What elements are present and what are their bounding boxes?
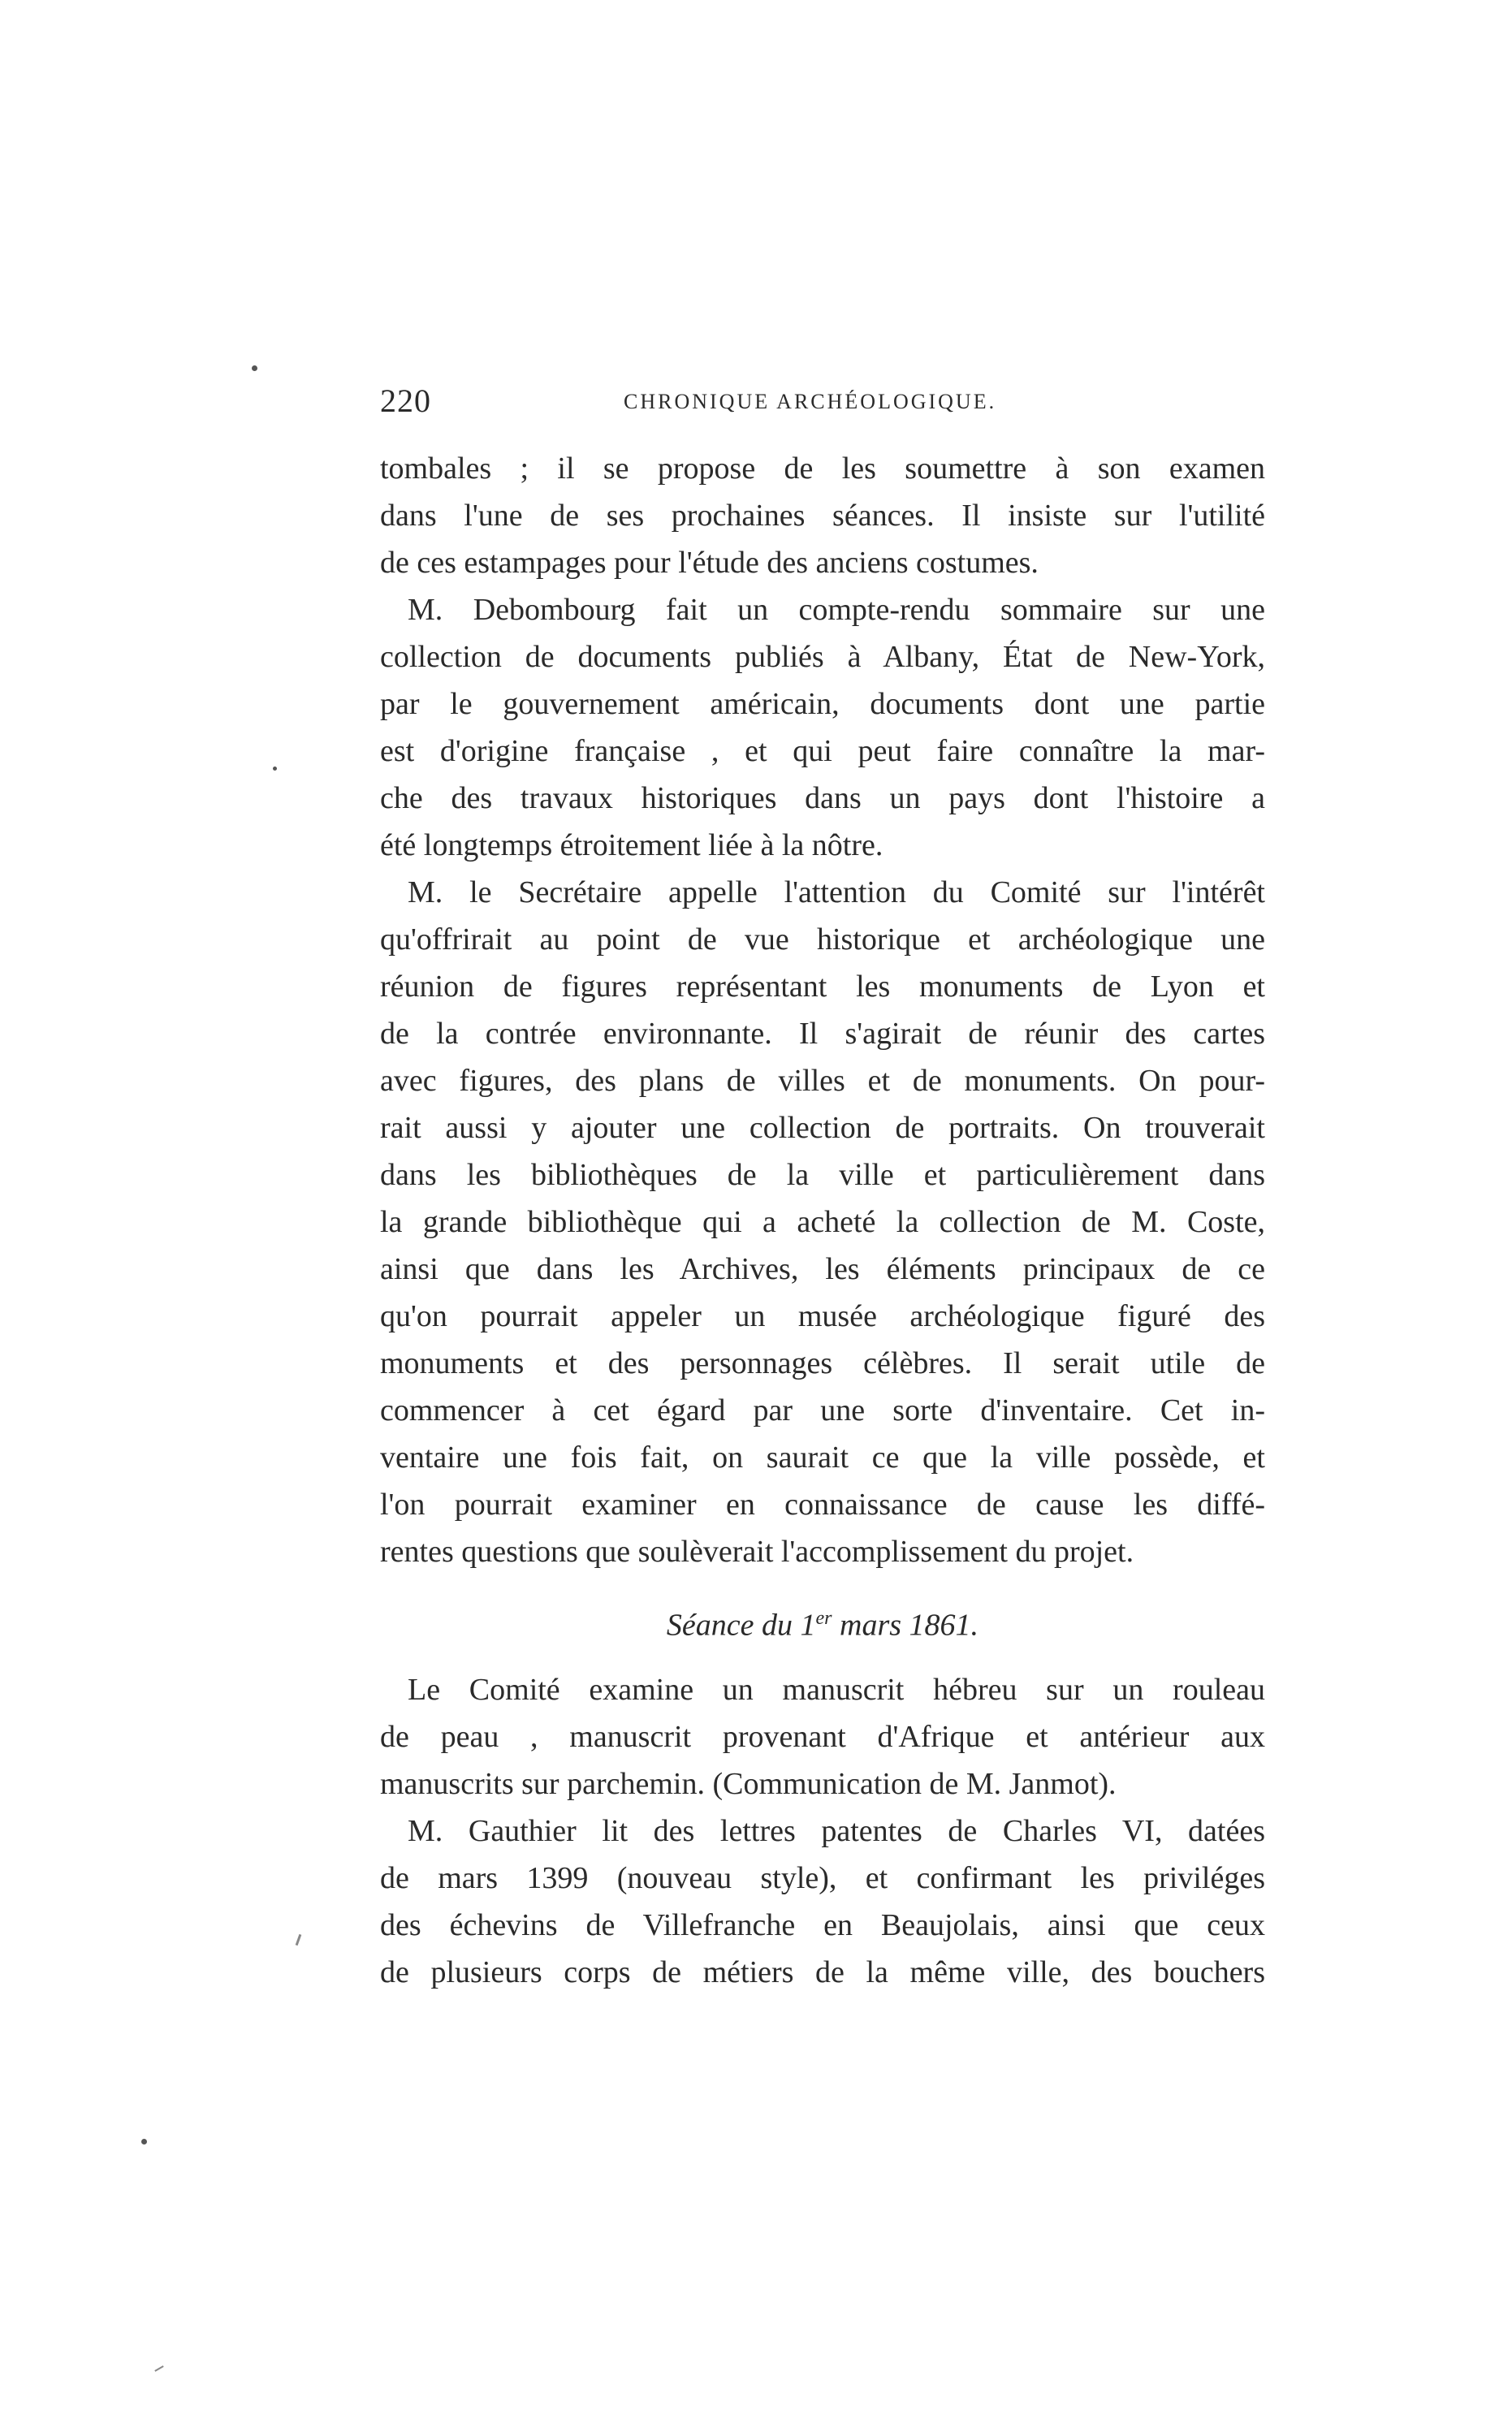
text-line: l'on pourrait examiner en connaissance de cause les diffé- bbox=[380, 1488, 1265, 1522]
paragraph-5 bbox=[380, 1808, 1265, 1996]
text-line: réunion de figures représentant les monuments de Lyon et bbox=[380, 970, 1265, 1004]
ink-speck bbox=[141, 2139, 147, 2144]
text-line: collection de documents publiés à Albany, État de New-York, bbox=[380, 640, 1265, 674]
ink-speck bbox=[252, 365, 257, 371]
ink-speck bbox=[273, 767, 277, 771]
text-line: monuments et des personnages célèbres. Il serait utile de bbox=[380, 1346, 1265, 1380]
heading-text: Séance du 1 bbox=[666, 1608, 816, 1643]
heading-text-date: mars 1861. bbox=[832, 1608, 979, 1643]
text-line: M. Gauthier lit des lettres patentes de Charles VI, datées bbox=[408, 1814, 1265, 1848]
text-line: dans les bibliothèques de la ville et particulièrement dans bbox=[380, 1158, 1265, 1192]
text-line: qu'on pourrait appeler un musée archéologique figuré des bbox=[380, 1299, 1265, 1333]
text-line: dans l'une de ses prochaines séances. Il insiste sur l'utilité bbox=[380, 499, 1265, 533]
text-line: tombales ; il se propose de les soumettre à son examen bbox=[380, 451, 1265, 486]
text-line: de plusieurs corps de métiers de la même ville, des bouchers bbox=[380, 1955, 1265, 1989]
ink-mark bbox=[296, 1934, 302, 1946]
text-line: par le gouvernement américain, documents dont une partie bbox=[380, 687, 1265, 721]
ink-mark bbox=[154, 2365, 163, 2372]
text-line: de ces estampages pour l'étude des anciens costumes. bbox=[380, 546, 1039, 580]
heading-superscript: er bbox=[815, 1608, 832, 1629]
body-text bbox=[380, 445, 1265, 1996]
text-line: che des travaux historiques dans un pays dont l'histoire a bbox=[380, 781, 1265, 815]
text-line: avec figures, des plans de villes et de monuments. On pour- bbox=[380, 1064, 1265, 1098]
running-title: CHRONIQUE ARCHÉOLOGIQUE. bbox=[624, 390, 997, 413]
text-line: de la contrée environnante. Il s'agirait de réunir des cartes bbox=[380, 1017, 1265, 1051]
text-line: été longtemps étroitement liée à la nôtre. bbox=[380, 828, 883, 862]
text-line: manuscrits sur parchemin. (Communication de M. Janmot). bbox=[380, 1767, 1117, 1801]
text-line: la grande bibliothèque qui a acheté la collection de M. Coste, bbox=[380, 1205, 1265, 1239]
paragraph-3 bbox=[380, 869, 1265, 1575]
text-line: de peau , manuscrit provenant d'Afrique et antérieur aux bbox=[380, 1720, 1265, 1754]
paragraph-2 bbox=[380, 586, 1265, 869]
text-line: rentes questions que soulèverait l'accomplissement du projet. bbox=[380, 1535, 1134, 1569]
text-line: des échevins de Villefranche en Beaujolais, ainsi que ceux bbox=[380, 1908, 1265, 1942]
paragraph-1 bbox=[380, 445, 1265, 586]
text-line: commencer à cet égard par une sorte d'inventaire. Cet in- bbox=[380, 1393, 1265, 1427]
page-header bbox=[380, 382, 1265, 430]
text-line: M. Debombourg fait un compte-rendu sommaire sur une bbox=[408, 593, 1265, 627]
text-line: M. le Secrétaire appelle l'attention du Comité sur l'intérêt bbox=[408, 875, 1265, 909]
page-number: 220 bbox=[380, 382, 431, 419]
section-heading bbox=[380, 1595, 1265, 1642]
text-line: Le Comité examine un manuscrit hébreu sur un rouleau bbox=[408, 1673, 1265, 1707]
text-line: qu'offrirait au point de vue historique et archéologique une bbox=[380, 922, 1265, 957]
text-line: ainsi que dans les Archives, les éléments principaux de ce bbox=[380, 1252, 1265, 1286]
text-line: ventaire une fois fait, on saurait ce que la ville possède, et bbox=[380, 1440, 1265, 1475]
text-line: de mars 1399 (nouveau style), et confirmant les priviléges bbox=[380, 1861, 1265, 1895]
paragraph-4 bbox=[380, 1666, 1265, 1808]
text-line: est d'origine française , et qui peut faire connaître la mar- bbox=[380, 734, 1265, 768]
text-line: rait aussi y ajouter une collection de portraits. On trouverait bbox=[380, 1111, 1265, 1145]
